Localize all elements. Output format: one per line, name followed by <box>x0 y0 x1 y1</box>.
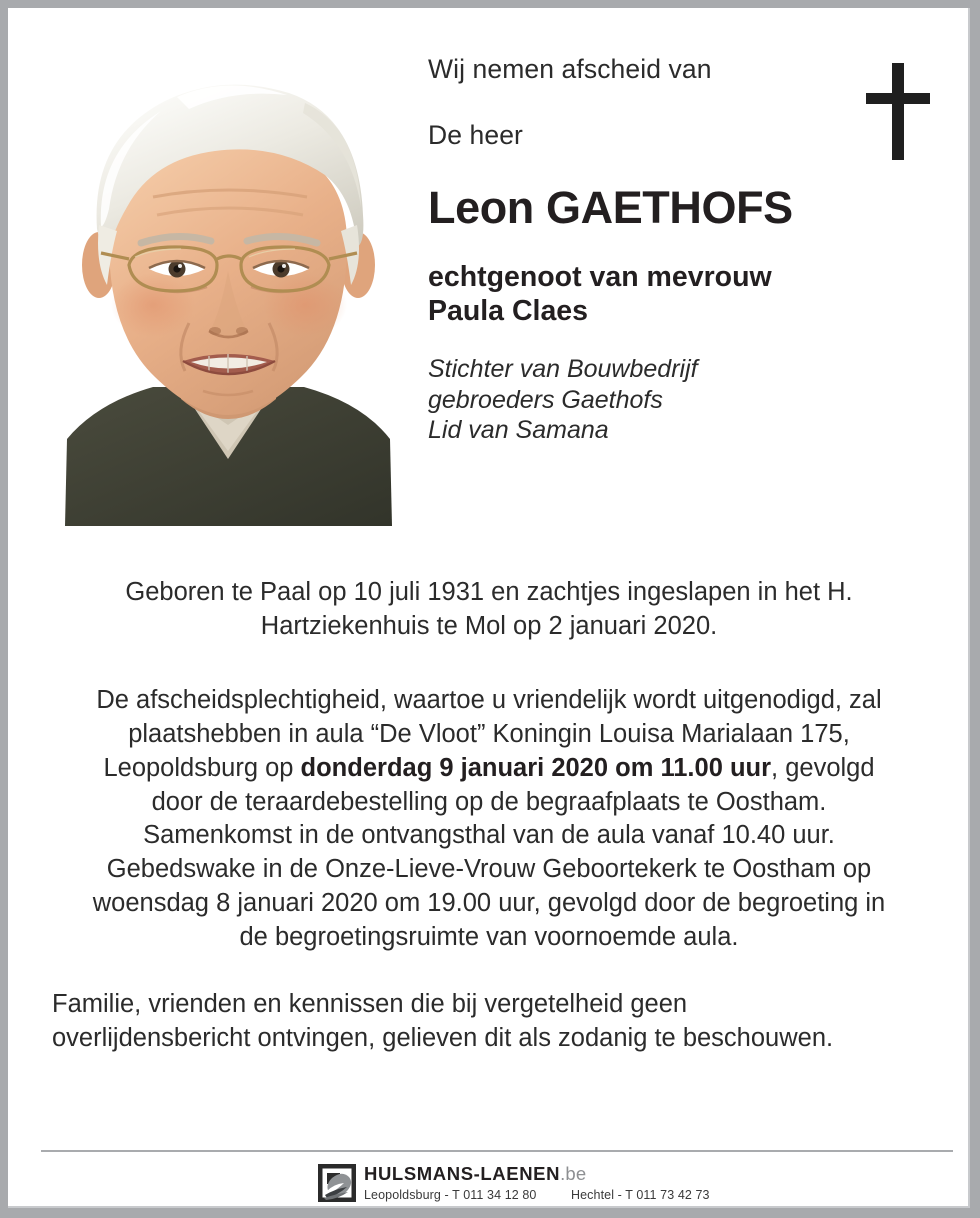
family-note-paragraph: Familie, vrienden en kennissen die bij vergetelheid geen overlijdensbericht ontvingen, gelieven dit als zodanig te beschouwen. <box>52 990 834 1052</box>
service-details-paragraph <box>79 684 899 955</box>
hulsmans-laenen-logo-icon <box>318 1164 356 1202</box>
spouse-prefix: echtgenoot van mevrouw <box>428 260 772 293</box>
branch-contacts <box>364 1188 710 1206</box>
service-text-before: De afscheidsplechtigheid, waartoe u vriendelijk wordt uitgenodigd, zal plaatshebben in aula “De Vloot” Koningin Louisa Marialaan 175, Leopoldsburg op <box>96 685 882 782</box>
heading-column <box>428 54 858 446</box>
funeral-home-branding <box>318 1163 710 1205</box>
brand-name-text: HULSMANS-LAENEN <box>364 1163 561 1184</box>
spouse-name: Paula Claes <box>428 294 589 327</box>
footer-divider <box>41 1150 953 1152</box>
footer-block <box>8 1158 970 1208</box>
service-text-after: , gevolgd door de teraardebestelling op de begraafplaats te Oostham. Samenkomst in de ontvangsthal van de aula vanaf 10.40 uur. Gebedswake in de Onze-Lieve-Vrouw Geboortekerk te Oostham op woensdag 8 januari 2020 om 19.00 uur, gevolgd door de begroeting in de begroetingsruimte van voornoemde aula. <box>92 753 886 952</box>
branch-hechtel: Hechtel - T 011 73 42 73 <box>571 1188 710 1202</box>
brand-name <box>364 1163 586 1185</box>
role-line-2: gebroeders Gaethofs <box>428 385 663 414</box>
memorial-card <box>8 8 970 1208</box>
role-line-1: Stichter van Bouwbedrijf <box>428 355 698 384</box>
birth-death-paragraph: Geboren te Paal op 10 juli 1931 en zachtjes ingeslapen in het H. Hartziekenhuis te Mol op 2 januari 2020. <box>125 578 853 640</box>
deceased-name: Leon GAETHOFS <box>428 181 793 233</box>
roles-block <box>428 354 858 446</box>
branch-leopoldsburg: Leopoldsburg - T 011 34 12 80 <box>364 1188 537 1202</box>
farewell-lead: Wij nemen afscheid van <box>428 54 712 84</box>
body-block <box>8 528 970 1056</box>
cross-vertical-bar <box>892 63 904 160</box>
salutation: De heer <box>428 120 523 151</box>
portrait-photo <box>57 47 400 526</box>
cross-horizontal-bar <box>866 93 930 104</box>
header-block <box>8 8 970 528</box>
spouse-block <box>428 261 858 328</box>
service-datetime-highlight: donderdag 9 januari 2020 om 11.00 uur <box>300 753 772 782</box>
role-line-3: Lid van Samana <box>428 416 609 445</box>
brand-tld: .be <box>560 1163 587 1184</box>
